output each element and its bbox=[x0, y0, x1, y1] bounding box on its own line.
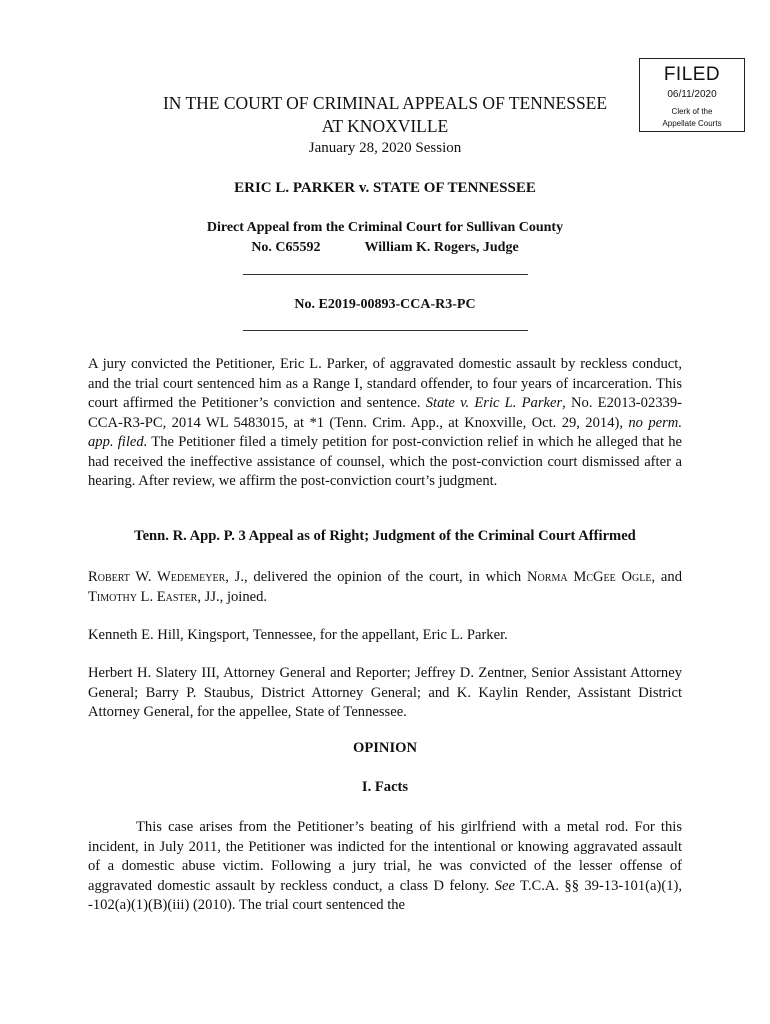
opinion-heading: OPINION bbox=[352, 740, 418, 756]
stamp-title: FILED bbox=[663, 64, 721, 85]
stamp-line1: Clerk of the bbox=[671, 107, 713, 116]
court-location: AT KNOXVILLE bbox=[321, 116, 449, 136]
summary-paragraph bbox=[88, 355, 682, 492]
judges-text: , JJ., joined. bbox=[197, 588, 268, 605]
session-date: January 28, 2020 Session bbox=[308, 140, 462, 156]
joining-judge: Timothy L. Easter bbox=[88, 588, 198, 605]
judges-text: , and bbox=[651, 569, 682, 585]
docket-number: No. E2019-00893-CCA-R3-PC bbox=[294, 297, 476, 312]
trial-case-number: No. C65592 bbox=[251, 240, 321, 255]
appeal-source: Direct Appeal from the Criminal Court for Sullivan County bbox=[206, 220, 564, 235]
stamp-date: 06/11/2020 bbox=[667, 89, 717, 100]
stamp-line2: Appellate Courts bbox=[662, 119, 722, 128]
divider bbox=[243, 330, 528, 331]
summary-text: The Petitioner filed a timely petition for post-conviction relief in which he alleged that he had received the ineffective assistance of counsel, which the post-conviction court dismissed after a hearing. After review, we affirm the post-conviction court’s judgment. bbox=[88, 434, 682, 489]
appellee-counsel: Herbert H. Slatery III, Attorney General and Reporter; Jeffrey D. Zentner, Senior Assistant Attorney General; Barry P. Staubus, District Attorney General; and K. Kaylin Render, Assistant District Attorney General, for the appellee, State of Tennessee. bbox=[88, 665, 682, 720]
summary-citation-note: no perm. app. filed. bbox=[88, 414, 682, 450]
holding-line: Tenn. R. App. P. 3 Appeal as of Right; Judgment of the Criminal Court Affirmed bbox=[134, 528, 636, 544]
case-caption: ERIC L. PARKER v. STATE OF TENNESSEE bbox=[234, 180, 536, 196]
trial-case-line bbox=[0, 240, 770, 256]
trial-judge: William K. Rogers, Judge bbox=[364, 240, 519, 255]
body-text: T.C.A. §§ 39-13-101(a)(1), -102(a)(1)(B)(iii) (2010). The trial court sentenced the bbox=[88, 877, 683, 913]
body-text: This case arises from the Petitioner’s beating of his girlfriend with a metal rod. For this incident, in July 2011, the Petitioner was indicted for the intentional or knowing aggravated assault of a domestic abuse victim. Following a jury trial, he was convicted of the lesser offense of aggravated domestic assault by reckless conduct, a class D felony. bbox=[88, 819, 682, 894]
body-signal: See bbox=[494, 877, 515, 894]
summary-citation: State v. Eric L. Parker bbox=[425, 395, 563, 411]
judges-paragraph bbox=[88, 568, 682, 607]
appellant-counsel: Kenneth E. Hill, Kingsport, Tennessee, for the appellant, Eric L. Parker. bbox=[88, 627, 508, 643]
court-name: IN THE COURT OF CRIMINAL APPEALS OF TENNESSEE bbox=[162, 93, 608, 113]
joining-judge: Norma McGee Ogle bbox=[527, 569, 652, 585]
divider bbox=[243, 274, 528, 275]
summary-text: A jury convicted the Petitioner, Eric L. Parker, of aggravated domestic assault by reckless conduct, and the trial court sentenced him as a Range I, standard offender, to four years of incarceration. This court affirmed the Petitioner’s conviction and sentence. bbox=[88, 356, 682, 411]
judges-text: , J., delivered the opinion of the court, in which bbox=[225, 569, 528, 585]
body-paragraph bbox=[88, 818, 682, 916]
summary-text: , No. E2013-02339-CCA-R3-PC, 2014 WL 5483015, at *1 (Tenn. Crim. App., at Knoxville, Oct. 29, 2014), bbox=[88, 395, 682, 431]
author-judge: Robert W. Wedemeyer bbox=[88, 569, 226, 585]
facts-heading: I. Facts bbox=[361, 779, 409, 795]
